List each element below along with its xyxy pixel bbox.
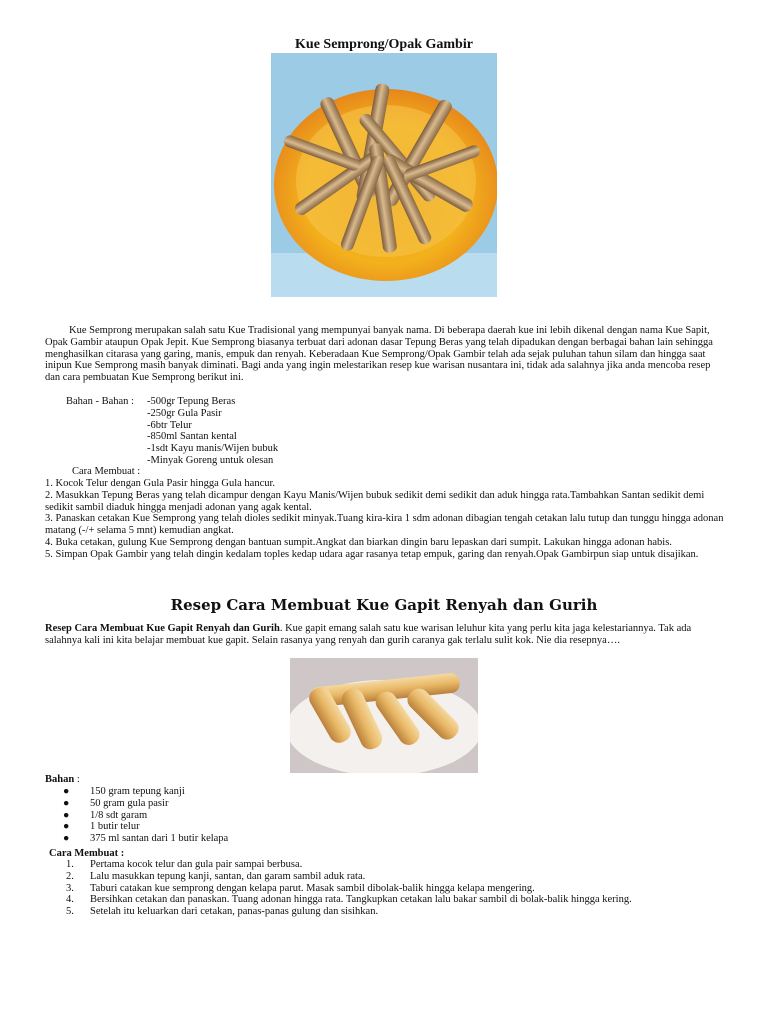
gapit-ingredients-label: Bahan : (45, 774, 80, 785)
method-step: 1. Kocok Telur dengan Gula Pasir hingga Gula hancur. (45, 478, 276, 489)
ingredients-label: Bahan - Bahan : (66, 396, 134, 407)
ingredient-item: -250gr Gula Pasir (147, 407, 222, 419)
list-item: 2. Lalu masukkan tepung kanji, santan, dan garam sambil aduk rata. (66, 870, 366, 882)
ingredient-item: -500gr Tepung Beras (147, 396, 236, 407)
gapit-intro-paragraph (45, 623, 725, 647)
method-steps (45, 478, 725, 561)
method-step: 3. Panaskan cetakan Kue Semprong yang telah dioles sedikit minyak.Tuang kira-kira 1 sdm adonan dibagian tengah cetakan lalu tutup dan tunggu hingga adonan matang (-/+ selama 5 mnt) kemudian angkat. (45, 513, 724, 537)
recipe-title-kue-gapit: Resep Cara Membuat Kue Gapit Renyah dan Gurih (170, 596, 598, 614)
ingredient-item: -850ml Santan kental (147, 431, 237, 443)
list-item: 5. Setelah itu keluarkan dari cetakan, panas-panas gulung dan sisihkan. (66, 906, 379, 918)
ingredient-item: -1sdt Kayu manis/Wijen bubuk (147, 443, 279, 455)
gapit-method-steps (66, 859, 706, 918)
list-item: 4. Bersihkan cetakan dan panaskan. Tuang adonan hingga rata. Tangkupkan cetakan lalu bakar sambil di bolak-balik hingga kering. (66, 894, 632, 906)
list-item: 1. Pertama kocok telur dan gula pair sampai berbusa. (66, 859, 303, 870)
method-step: 5. Simpan Opak Gambir yang telah dingin kedalam toples kedap udara agar rasanya tetap empuk, garing dan renyah.Opak Gambirpun siap untuk disajikan. (45, 548, 699, 560)
recipe-title-kue-semprong: Kue Semprong/Opak Gambir (295, 37, 473, 52)
list-item: ● 150 gram tepung kanji (63, 786, 185, 797)
list-item: ● 1 butir telur (63, 821, 140, 833)
gapit-method-label: Cara Membuat : (49, 848, 125, 859)
ingredient-item: -6btr Telur (147, 419, 192, 431)
ingredient-item: -Minyak Goreng untuk olesan (147, 454, 274, 466)
gapit-ingredients-list (63, 786, 703, 845)
gapit-intro-bold: Resep Cara Membuat Kue Gapit Renyah dan Gurih (45, 623, 280, 634)
intro-paragraph: Kue Semprong merupakan salah satu Kue Tradisional yang mempunyai banyak nama. Di beberapa daerah kue ini lebih dikenal dengan nama Kue Sapit, Opak Gambir ataupun Opak Jepit. Kue Semprong biasanya terbuat dari adonan dasar Tepung Beras yang telah dipadukan dengan berbagai bahan lain sehingga menghasilkan citarasa yang garing, manis, empuk dan renyah. Keberadaan Kue Semprong/Opak Gambir telah ada sejak puluhan tahun silam dan hingga saat inipun Kue Semprong masih banyak diminati. Bagi anda yang ingin melestarikan resep kue warisan nusantara ini, tidak ada salahnya jika anda mencoba resep dan cara pembuatan Kue Semprong berikut ini. (45, 325, 713, 384)
kue-semprong-photo (271, 53, 497, 297)
method-step: 2. Masukkan Tepung Beras yang telah dicampur dengan Kayu Manis/Wijen bubuk sedikit demi sedikit dan aduk hingga rata.Tambahkan Santan sedikit demi sedikit sambil diaduk hingga menjadi adonan yang agak kental. (45, 489, 705, 513)
method-step: 4. Buka cetakan, gulung Kue Semprong dengan bantuan sumpit.Angkat dan biarkan dingin baru lepaskan dari sumpit. Lakukan hingga adonan habis. (45, 536, 672, 548)
list-item: 3. Taburi catakan kue semprong dengan kelapa parut. Masak sambil dibolak-balik hingga kelapa mengering. (66, 882, 535, 894)
list-item: ● 1/8 sdt garam (63, 809, 148, 821)
ingredients-list (147, 396, 278, 467)
list-item: ● 50 gram gula pasir (63, 797, 169, 809)
gapit-intro-text: . Kue gapit emang salah satu kue warisan leluhur kita yang perlu kita jaga kelestariannya. Tak ada salahnya kali ini kita belajar membuat kue gapit. Selain rasanya yang renyah dan gurih caranya gak terlalu sulit kok. Nie dia resepnya…. (45, 623, 692, 646)
kue-gapit-photo (290, 658, 478, 773)
method-label: Cara Membuat : (72, 466, 141, 477)
list-item: ● 375 ml santan dari 1 butir kelapa (63, 833, 229, 845)
